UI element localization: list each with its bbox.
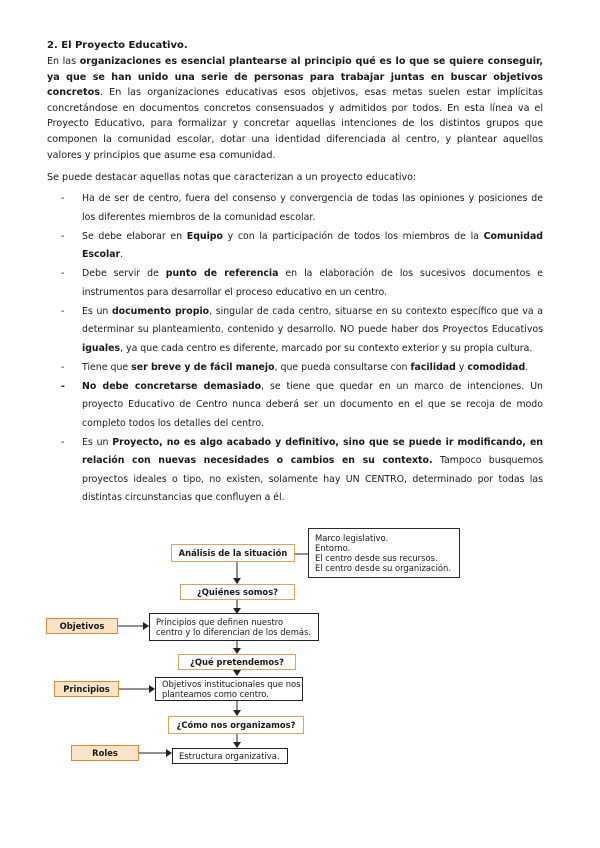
objectives-line: planteamos como centro. [162,689,269,699]
objectives-text-box [155,677,303,701]
bullet-dash: - [61,193,65,204]
intro-text-continued: . En las organizaciones educativas esos objetivos, esas metas suelen estar implícitas concretándose en documentos concretos consensuados y admitidos por todos. En esta línea va el Proyecto Educativo, para formalizar y concretar aquellas intenciones de los distintos grupos que componen la comunidad escolar, dotar una identidad diferenciada al centro, y plantear aquellos valores y principios que asume esa comunidad. [47,87,543,161]
principles-line: Principios que definen nuestro [156,617,284,627]
bullet-dash: - [61,230,65,242]
arrow-head [233,670,241,676]
list-lead: Se puede destacar aquellas notas que caracterizan a un proyecto educativo: [47,172,417,183]
intro-paragraph [47,54,543,163]
what-box: ¿Qué pretendemos? [178,654,296,670]
how-box: ¿Cómo nos organizamos? [168,716,304,734]
intro-bold-text: organizaciones es esencial plantearse al principio qué es lo que se quiere conseguir, ya que se han unido una serie de personas para trabajar juntas en buscar objetivos concretos [47,56,543,99]
principios-box: Principios [54,681,119,697]
list-item: - Es un documento propio, singular de cada centro, situarse en su contexto específico que va a determinar su planteamiento, contenido y desarrollo. NO puede haber dos Proyectos Educativos iguales, ya que cada centro es diferente, marcado por su contexto exterior y su propia cultura. [61,303,543,359]
structure-box: Estructura organizativa. [172,748,288,764]
list-item: - Ha de ser de centro, fuera del consenso y convergencia de todas las opiniones y posiciones de los diferentes miembros de la comunidad escolar. [61,190,543,227]
bullet-dash: - [61,436,65,448]
list-item: - Tiene que ser breve y de fácil manejo, que pueda consultarse con facilidad y comodidad. [61,359,543,378]
bullet-dash: - [61,361,65,373]
analysis-box: Análisis de la situación [171,544,295,562]
section-heading: 2. El Proyecto Educativo. [47,40,188,51]
bullet-dash: - [61,305,65,317]
characteristics-list [61,190,543,508]
principles-line: centro y lo diferencian de los demás. [156,627,312,637]
bullet-dash: - [61,268,65,279]
list-item: - No debe concretarse demasiado, se tiene que quedar en un marco de intenciones. Un proyecto Educativo de Centro nunca deberá ser un documento en el que se recoja de modo completo todos los detalles del centro. [61,378,543,434]
objetivos-box: Objetivos [46,618,118,634]
context-box [308,528,460,578]
who-box: ¿Quiénes somos? [180,584,295,600]
intro-text: En las [47,56,80,67]
context-item: El centro desde su organización. [315,563,452,573]
context-item: Marco legislativo. [315,533,389,543]
list-item: - Debe servir de punto de referencia en la elaboración de los sucesivos documentos e instrumentos para desarrollar el proceso educativo en un centro. [61,265,543,302]
bullet-dash: - [61,380,65,392]
context-item: Entorno. [315,543,351,553]
principles-text-box [149,613,319,641]
list-item: - Es un Proyecto, no es algo acabado y definitivo, sino que se puede ir modificando, en relación con nuevas necesidades o cambios en su contexto. Tampoco busquemos proyectos ideales o tipo, no existen, solamente hay UN CENTRO, determinado por todas las distintas circunstancias que confluyen a él. [61,434,543,508]
context-item: El centro desde sus recursos. [315,553,438,563]
project-flow-diagram [0,520,600,770]
roles-box: Roles [71,745,139,761]
objectives-line: Objetivos institucionales que nos [162,679,301,689]
list-item: - Se debe elaborar en Equipo y con la participación de todos los miembros de la Comunidad Escolar. [61,228,543,265]
